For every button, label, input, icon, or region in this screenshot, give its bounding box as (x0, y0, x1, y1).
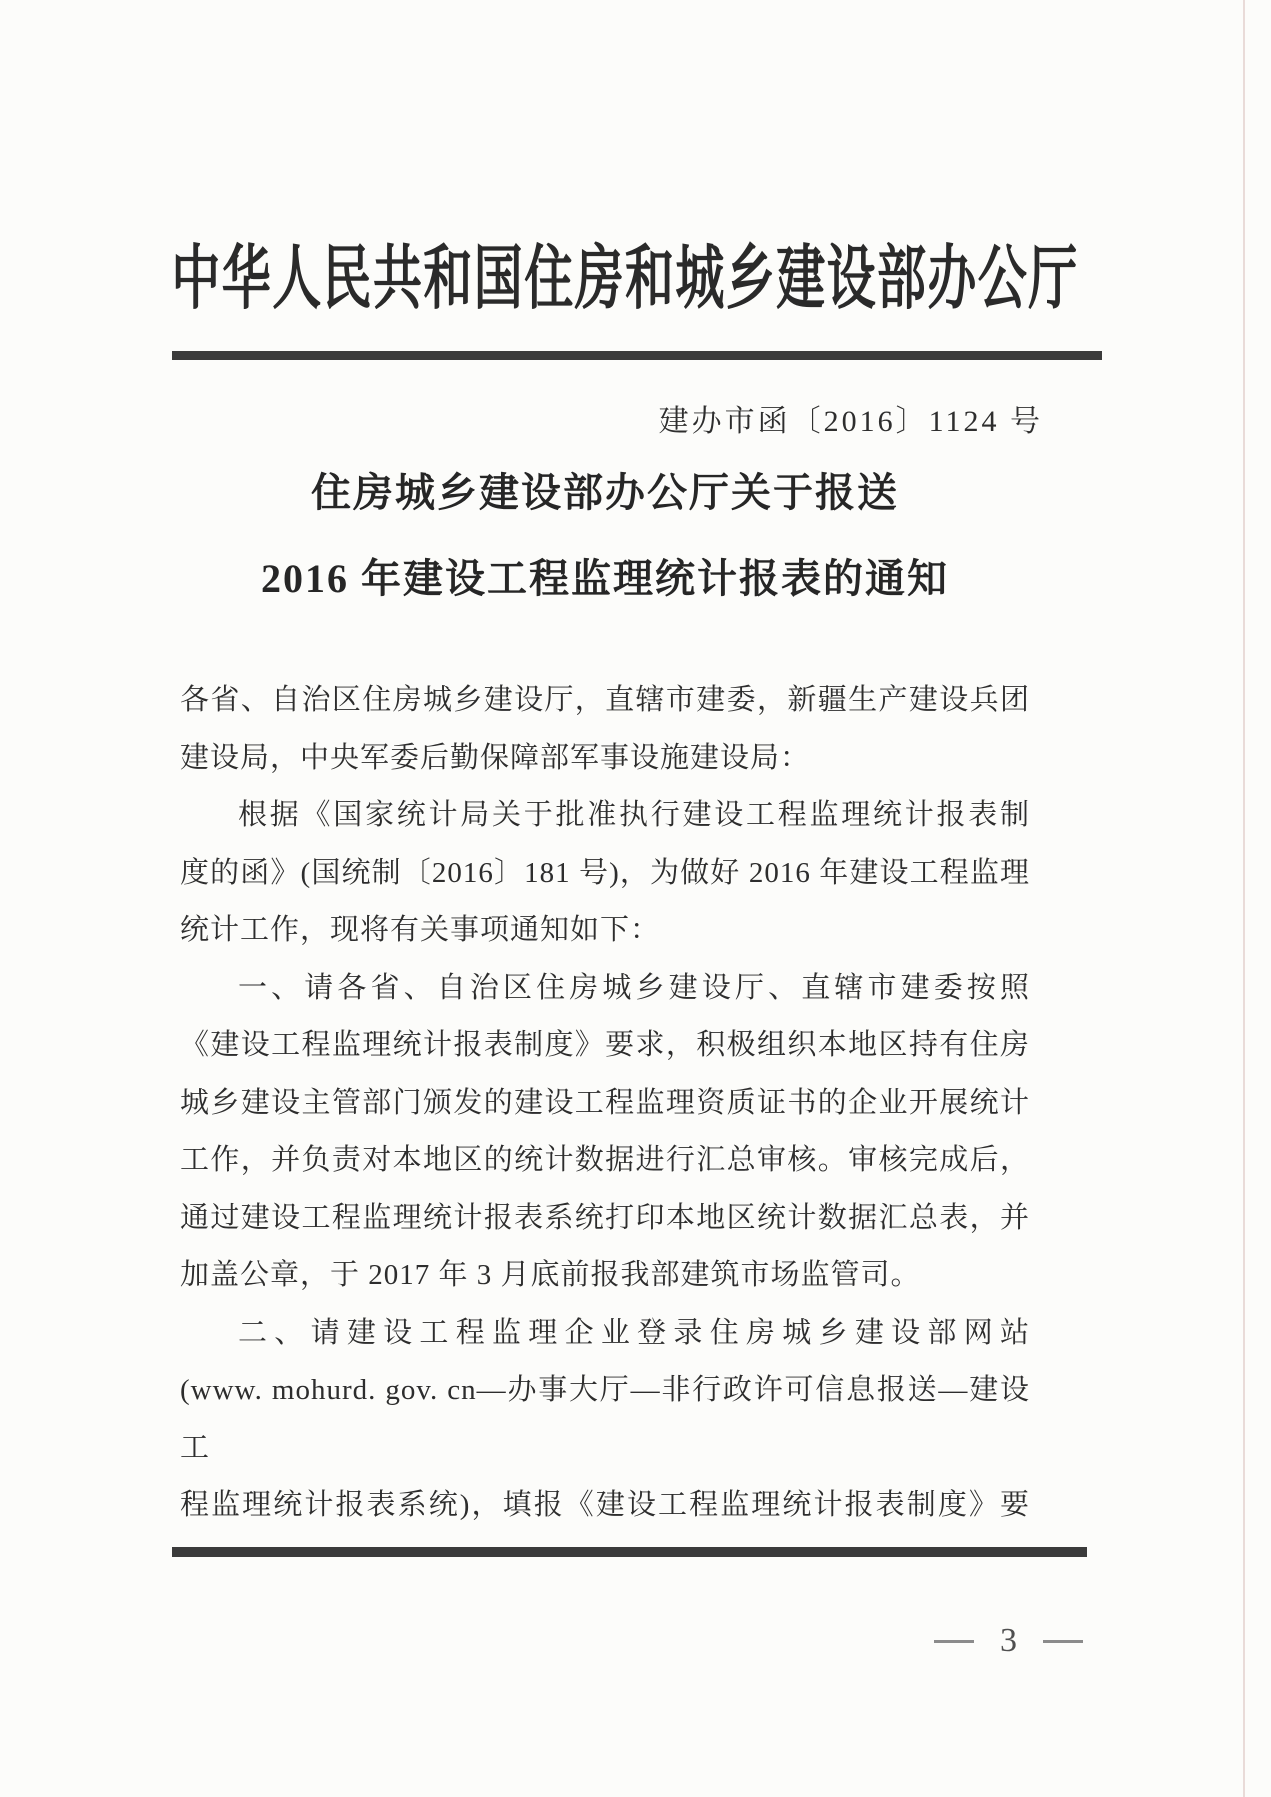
notice-title (180, 450, 1030, 622)
title-line-1: 住房城乡建设部办公厅关于报送 (311, 470, 899, 515)
body-line: 《建设工程监理统计报表制度》要求，积极组织本地区持有住房 (180, 1029, 1030, 1061)
body-line: 建设局，中央军委后勤保障部军事设施建设局： (180, 741, 811, 774)
body-line: 加盖公章，于 2017 年 3 月底前报我部建筑市场监管司。 (180, 1259, 921, 1291)
page-number-dash-left (934, 1640, 974, 1643)
doc-number: 建办市函〔2016〕1124 号 (658, 405, 1043, 438)
page-number (934, 1622, 1083, 1660)
body-line: 城乡建设主管部门颁发的建设工程监理资质证书的企业开展统计 (180, 1086, 1030, 1119)
body-line: 各省、自治区住房城乡建设厅，直辖市建委，新疆生产建设兵团 (180, 684, 1030, 716)
footer-double-rule (172, 1547, 1087, 1557)
body-line: 通过建设工程监理统计报表系统打印本地区统计数据汇总表，并 (180, 1201, 1030, 1234)
body-line: 二、请建设工程监理企业登录住房城乡建设部网站 (238, 1316, 1030, 1349)
org-header (165, 226, 1085, 318)
body-line: (www. mohurd. gov. cn—办事大厅—非行政许可信息报送—建设工 (180, 1374, 1030, 1464)
scan-edge-artifact (1243, 0, 1245, 1797)
body-line: 根据《国家统计局关于批准执行建设工程监理统计报表制 (238, 799, 1030, 831)
body-text (180, 672, 1030, 1535)
page-number-dash-right (1043, 1640, 1083, 1643)
org-name: 中华人民共和国住房和城乡建设部办公厅 (171, 240, 1079, 318)
page-number-value: 3 (1000, 1622, 1017, 1659)
body-line: 度的函》(国统制〔2016〕181 号)，为做好 2016 年建设工程监理 (180, 856, 1030, 889)
body-line: 一、请各省、自治区住房城乡建设厅、直辖市建委按照 (238, 971, 1030, 1004)
body-line: 工作，并负责对本地区的统计数据进行汇总审核。审核完成后， (180, 1144, 1030, 1176)
body-line: 程监理统计报表系统)，填报《建设工程监理统计报表制度》要 (180, 1489, 1030, 1521)
header-double-rule (172, 351, 1102, 360)
body-line: 统计工作，现将有关事项通知如下： (180, 914, 661, 946)
title-line-2: 2016 年建设工程监理统计报表的通知 (261, 556, 949, 601)
